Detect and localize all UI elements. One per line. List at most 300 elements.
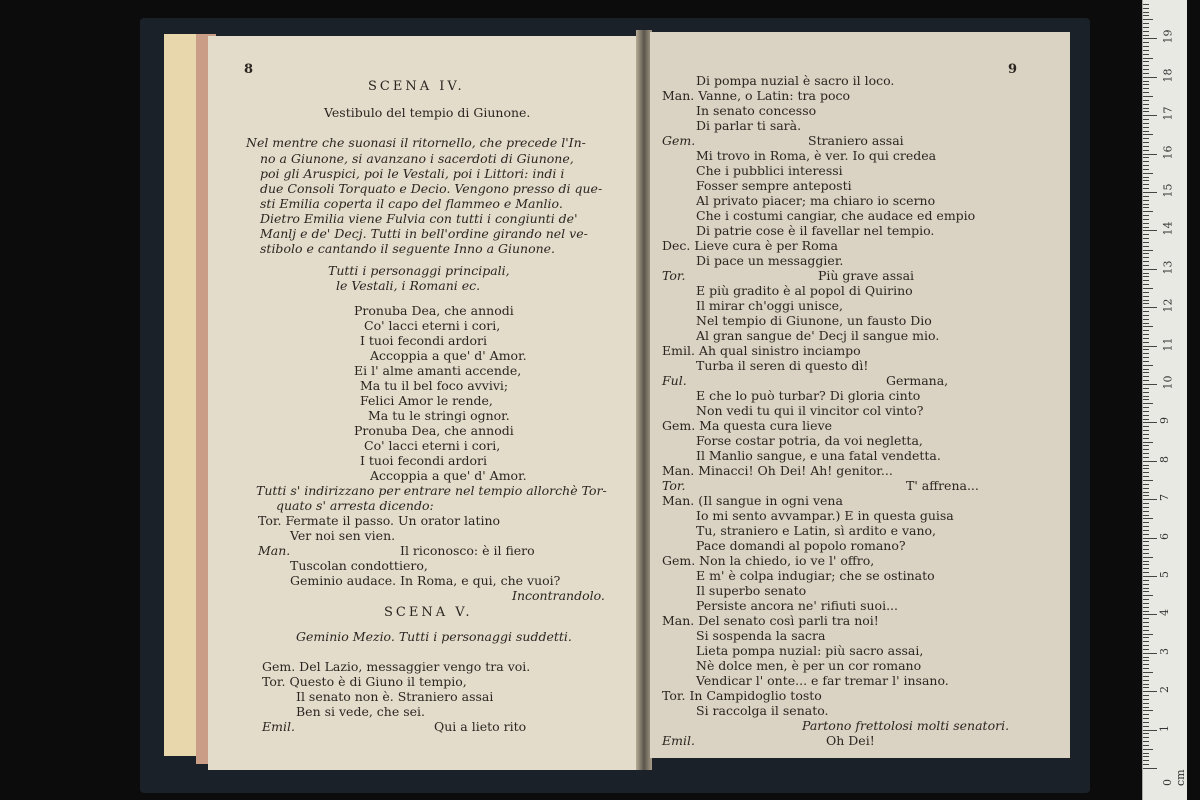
ruler-tick bbox=[1143, 572, 1149, 573]
ruler-label: 15 bbox=[1161, 183, 1175, 198]
ruler-tick bbox=[1143, 303, 1149, 304]
text-line: Straniero assai bbox=[808, 133, 904, 148]
ruler-tick bbox=[1143, 173, 1153, 174]
ruler-tick bbox=[1143, 204, 1149, 205]
ruler-tick bbox=[1143, 150, 1149, 151]
ruler-tick bbox=[1143, 69, 1149, 70]
ruler-label: 7 bbox=[1158, 494, 1171, 502]
ruler-tick bbox=[1143, 534, 1149, 535]
ruler-tick bbox=[1143, 564, 1149, 565]
text-line: Pace domandi al popolo romano? bbox=[696, 538, 906, 553]
ruler-tick bbox=[1143, 618, 1149, 619]
text-line: quato s' arresta dicendo: bbox=[276, 498, 434, 513]
ruler-label: 5 bbox=[1158, 571, 1171, 578]
text-line: Ben si vede, che sei. bbox=[296, 704, 426, 719]
ruler-tick bbox=[1143, 61, 1149, 62]
ruler-tick bbox=[1143, 568, 1149, 569]
text-line: Incontrandolo. bbox=[512, 588, 605, 603]
ruler-tick bbox=[1143, 710, 1153, 711]
ruler-tick bbox=[1143, 253, 1149, 254]
text-line: Si sospenda la sacra bbox=[696, 628, 826, 643]
text-line: le Vestali, i Romani ec. bbox=[336, 278, 481, 293]
text-line: Ma tu il bel foco avvivi; bbox=[360, 378, 509, 393]
text-line: Di pompa nuzial è sacro il loco. bbox=[696, 73, 895, 88]
ruler-tick bbox=[1143, 484, 1149, 485]
ruler-label: 2 bbox=[1158, 686, 1171, 694]
ruler-tick bbox=[1143, 760, 1149, 761]
ruler-tick bbox=[1143, 234, 1149, 235]
text-line: Tuscolan condottiero, bbox=[290, 558, 428, 573]
ruler-tick bbox=[1143, 12, 1149, 13]
ruler-tick bbox=[1143, 131, 1149, 132]
text-line: Il superbo senato bbox=[696, 583, 807, 598]
text-line: Co' lacci eterni i cori, bbox=[364, 438, 501, 453]
text-line: Che i costumi cangiar, che audace ed empio bbox=[696, 208, 976, 223]
ruler-tick bbox=[1143, 434, 1149, 435]
text-line: Il mirar ch'oggi unisce, bbox=[696, 298, 844, 313]
ruler-tick bbox=[1143, 276, 1149, 277]
ruler-tick bbox=[1143, 768, 1157, 769]
ruler-tick bbox=[1143, 292, 1149, 293]
ruler-tick bbox=[1143, 687, 1149, 688]
text-line: Qui a lieto rito bbox=[434, 719, 527, 734]
text-line: Gem. Del Lazio, messaggier vengo tra voi. bbox=[262, 659, 531, 674]
ruler-tick bbox=[1143, 672, 1153, 673]
text-line: Man. Vanne, o Latin: tra poco bbox=[662, 88, 851, 103]
ruler-tick bbox=[1143, 756, 1149, 757]
text-line: Nel mentre che suonasi il ritornello, che precede l'In- bbox=[246, 135, 586, 150]
ruler-tick bbox=[1143, 111, 1149, 112]
ruler-tick bbox=[1143, 369, 1149, 370]
ruler-tick bbox=[1143, 634, 1153, 635]
ruler-tick bbox=[1143, 219, 1149, 220]
ruler-tick bbox=[1143, 461, 1157, 462]
text-line: Ma tu le stringi ognor. bbox=[368, 408, 510, 423]
ruler-tick bbox=[1143, 384, 1157, 385]
ruler-tick bbox=[1143, 588, 1149, 589]
ruler-tick bbox=[1143, 169, 1149, 170]
ruler-tick bbox=[1143, 365, 1153, 366]
ruler-tick bbox=[1143, 499, 1157, 500]
ruler-tick bbox=[1143, 138, 1149, 139]
ruler-tick bbox=[1143, 591, 1149, 592]
ruler-tick bbox=[1143, 19, 1153, 20]
ruler-tick bbox=[1143, 330, 1149, 331]
ruler-tick bbox=[1143, 4, 1149, 5]
ruler-tick bbox=[1143, 545, 1149, 546]
ruler-tick bbox=[1143, 238, 1149, 239]
text-line: SCENA V. bbox=[384, 605, 473, 620]
text-line: Di pace un messaggier. bbox=[696, 253, 844, 268]
ruler-tick bbox=[1143, 96, 1153, 97]
ruler-tick bbox=[1143, 319, 1149, 320]
page-number: 9 bbox=[1008, 62, 1018, 77]
ruler-tick bbox=[1143, 257, 1149, 258]
ruler-tick bbox=[1143, 515, 1149, 516]
ruler-tick bbox=[1143, 200, 1149, 201]
ruler-tick bbox=[1143, 73, 1149, 74]
text-line: Io mi sento avvampar.) E in questa guisa bbox=[696, 508, 954, 523]
ruler-tick bbox=[1143, 476, 1149, 477]
ruler-tick bbox=[1143, 488, 1149, 489]
text-line: Gem. Non la chiedo, io ve l' offro, bbox=[662, 553, 875, 568]
ruler-tick bbox=[1143, 346, 1157, 347]
ruler-label: 14 bbox=[1161, 221, 1175, 236]
ruler-tick bbox=[1143, 549, 1149, 550]
ruler-tick bbox=[1143, 119, 1149, 120]
ruler-tick bbox=[1143, 422, 1157, 423]
ruler-tick bbox=[1143, 718, 1149, 719]
ruler-tick bbox=[1143, 296, 1149, 297]
ruler-tick bbox=[1143, 495, 1149, 496]
text-line: poi gli Aruspici, poi le Vestali, poi i Littori: indi i bbox=[260, 166, 565, 181]
ruler-tick bbox=[1143, 388, 1149, 389]
ruler-tick bbox=[1143, 741, 1149, 742]
text-line: Di patrie cose è il favellar nel tempio. bbox=[696, 223, 935, 238]
text-line: Gem. Ma questa cura lieve bbox=[662, 418, 833, 433]
ruler-tick bbox=[1143, 288, 1153, 289]
text-line: Vestibulo del tempio di Giunone. bbox=[324, 105, 531, 120]
ruler-tick bbox=[1143, 273, 1149, 274]
text-line: Man. bbox=[258, 543, 291, 558]
ruler-tick bbox=[1143, 192, 1157, 193]
text-line: stibolo e cantando il seguente Inno a Giunone. bbox=[260, 241, 556, 256]
ruler-tick bbox=[1143, 342, 1149, 343]
ruler-label: 12 bbox=[1161, 298, 1175, 313]
ruler-label: 19 bbox=[1161, 29, 1175, 44]
ruler-tick bbox=[1143, 284, 1149, 285]
ruler-tick bbox=[1143, 396, 1149, 397]
text-line: sti Emilia coperta il capo del flammeo e Manlio. bbox=[260, 196, 563, 211]
ruler-tick bbox=[1143, 8, 1149, 9]
ruler-tick bbox=[1143, 157, 1149, 158]
ruler-tick bbox=[1143, 503, 1149, 504]
ruler-tick bbox=[1143, 614, 1157, 615]
ruler-tick bbox=[1143, 338, 1149, 339]
text-line: Non vedi tu qui il vincitor col vinto? bbox=[696, 403, 924, 418]
ruler-tick bbox=[1143, 419, 1149, 420]
ruler-tick bbox=[1143, 146, 1149, 147]
ruler-tick bbox=[1143, 691, 1157, 692]
ruler-tick bbox=[1143, 465, 1149, 466]
ruler-tick bbox=[1143, 261, 1149, 262]
ruler-tick bbox=[1143, 684, 1149, 685]
ruler-tick bbox=[1143, 576, 1157, 577]
ruler-tick bbox=[1143, 269, 1157, 270]
ruler-tick bbox=[1143, 584, 1149, 585]
text-line: In senato concesso bbox=[696, 103, 817, 118]
ruler-tick bbox=[1143, 660, 1149, 661]
text-line: Man. (Il sangue in ogni vena bbox=[662, 493, 843, 508]
ruler-tick bbox=[1143, 315, 1149, 316]
ruler-label: 13 bbox=[1161, 260, 1175, 275]
ruler-tick bbox=[1143, 511, 1149, 512]
ruler-tick bbox=[1143, 399, 1149, 400]
ruler-tick bbox=[1143, 595, 1153, 596]
ruler-tick bbox=[1143, 127, 1149, 128]
ruler-tick bbox=[1143, 108, 1149, 109]
ruler-tick bbox=[1143, 522, 1149, 523]
text-line: I tuoi fecondi ardori bbox=[360, 453, 487, 468]
text-line: Co' lacci eterni i cori, bbox=[364, 318, 501, 333]
ruler-tick bbox=[1143, 411, 1149, 412]
ruler-tick bbox=[1143, 445, 1149, 446]
ruler-tick bbox=[1143, 353, 1149, 354]
ruler-tick bbox=[1143, 250, 1153, 251]
text-line: no a Giunone, si avanzano i sacerdoti di Giunone, bbox=[260, 151, 574, 166]
ruler-tick bbox=[1143, 753, 1149, 754]
text-line: Nè dolce men, è per un cor romano bbox=[696, 658, 922, 673]
ruler-tick bbox=[1143, 438, 1149, 439]
ruler-tick bbox=[1143, 507, 1149, 508]
ruler-tick bbox=[1143, 442, 1153, 443]
ruler-tick bbox=[1143, 84, 1149, 85]
text-line: Al gran sangue de' Decj il sangue mio. bbox=[696, 328, 940, 343]
text-line: Tutti i personaggi principali, bbox=[328, 263, 510, 278]
text-line: Lieta pompa nuzial: più sacro assai, bbox=[696, 643, 924, 658]
ruler-tick bbox=[1143, 223, 1149, 224]
ruler-tick bbox=[1143, 749, 1153, 750]
ruler-tick bbox=[1143, 142, 1149, 143]
ruler-tick bbox=[1143, 745, 1149, 746]
ruler-tick bbox=[1143, 215, 1149, 216]
ruler-tick bbox=[1143, 526, 1149, 527]
ruler-tick bbox=[1143, 326, 1153, 327]
ruler-tick bbox=[1143, 645, 1149, 646]
ruler-tick bbox=[1143, 557, 1153, 558]
ruler-tick bbox=[1143, 622, 1149, 623]
ruler-tick bbox=[1143, 100, 1149, 101]
ruler-label: 0 cm bbox=[1161, 769, 1187, 786]
ruler-tick bbox=[1143, 641, 1149, 642]
text-line: Persiste ancora ne' rifiuti suoi... bbox=[696, 598, 898, 613]
ruler-label: 9 bbox=[1158, 417, 1171, 425]
ruler-tick bbox=[1143, 407, 1149, 408]
text-line: Geminio audace. In Roma, e qui, che vuoi? bbox=[290, 573, 561, 588]
ruler-tick bbox=[1143, 54, 1149, 55]
ruler-tick bbox=[1143, 430, 1149, 431]
ruler-tick bbox=[1143, 300, 1149, 301]
text-line: Gem. bbox=[662, 133, 696, 148]
ruler-tick bbox=[1143, 349, 1149, 350]
text-line: Vendicar l' onte... e far tremar l' insano. bbox=[696, 673, 949, 688]
ruler-tick bbox=[1143, 453, 1149, 454]
ruler-tick bbox=[1143, 630, 1149, 631]
text-line: Che i pubblici interessi bbox=[696, 163, 843, 178]
ruler-tick bbox=[1143, 180, 1149, 181]
text-line: Geminio Mezio. Tutti i personaggi suddetti. bbox=[296, 629, 572, 644]
ruler-tick bbox=[1143, 403, 1153, 404]
text-line: Tor. In Campidoglio tosto bbox=[662, 688, 822, 703]
ruler-tick bbox=[1143, 81, 1149, 82]
ruler-tick bbox=[1143, 707, 1149, 708]
ruler-tick bbox=[1143, 603, 1149, 604]
ruler-tick bbox=[1143, 46, 1149, 47]
text-line: Germana, bbox=[886, 373, 949, 388]
ruler-tick bbox=[1143, 649, 1149, 650]
ruler-tick bbox=[1143, 211, 1153, 212]
ruler-tick bbox=[1143, 733, 1149, 734]
text-line: Pronuba Dea, che annodi bbox=[354, 303, 514, 318]
ruler-tick bbox=[1143, 376, 1149, 377]
ruler-tick bbox=[1143, 664, 1149, 665]
ruler-tick bbox=[1143, 480, 1153, 481]
ruler-tick bbox=[1143, 538, 1157, 539]
measuring-ruler bbox=[1142, 0, 1187, 800]
ruler-label: 1 bbox=[1158, 724, 1171, 732]
text-line: due Consoli Torquato e Decio. Vengono presso di que- bbox=[260, 181, 603, 196]
ruler-tick bbox=[1143, 449, 1149, 450]
ruler-label: 11 bbox=[1161, 337, 1175, 352]
ruler-tick bbox=[1143, 188, 1149, 189]
ruler-tick bbox=[1143, 27, 1149, 28]
ruler-tick bbox=[1143, 699, 1149, 700]
ruler-tick bbox=[1143, 42, 1149, 43]
ruler-tick bbox=[1143, 23, 1149, 24]
ruler-tick bbox=[1143, 472, 1149, 473]
ruler-tick bbox=[1143, 726, 1149, 727]
text-line: Pronuba Dea, che annodi bbox=[354, 423, 514, 438]
ruler-tick bbox=[1143, 553, 1149, 554]
text-line: Man. Del senato così parli tra noi! bbox=[662, 613, 879, 628]
ruler-label: 6 bbox=[1158, 532, 1171, 540]
ruler-tick bbox=[1143, 242, 1149, 243]
ruler-tick bbox=[1143, 730, 1157, 731]
ruler-tick bbox=[1143, 77, 1157, 78]
ruler-tick bbox=[1143, 15, 1149, 16]
ruler-tick bbox=[1143, 637, 1149, 638]
ruler-tick bbox=[1143, 415, 1149, 416]
ruler-tick bbox=[1143, 38, 1157, 39]
ruler-tick bbox=[1143, 115, 1157, 116]
ruler-tick bbox=[1143, 372, 1149, 373]
ruler-tick bbox=[1143, 457, 1149, 458]
text-line: Dietro Emilia viene Fulvia con tutti i congiunti de' bbox=[260, 211, 578, 226]
text-line: Emil. Ah qual sinistro inciampo bbox=[662, 343, 861, 358]
left-page bbox=[208, 36, 640, 770]
text-line: Nel tempio di Giunone, un fausto Dio bbox=[696, 313, 932, 328]
ruler-tick bbox=[1143, 123, 1149, 124]
ruler-tick bbox=[1143, 184, 1149, 185]
ruler-tick bbox=[1143, 668, 1149, 669]
text-line: Ful. bbox=[662, 373, 687, 388]
text-line: Tu, straniero e Latin, sì ardito e vano, bbox=[696, 523, 937, 538]
ruler-tick bbox=[1143, 65, 1149, 66]
text-line: Tutti s' indirizzano per entrare nel tempio allorchè Tor- bbox=[256, 483, 607, 498]
ruler-tick bbox=[1143, 311, 1149, 312]
ruler-tick bbox=[1143, 607, 1149, 608]
text-line: E che lo può turbar? Di gloria cinto bbox=[696, 388, 921, 403]
ruler-tick bbox=[1143, 92, 1149, 93]
ruler-tick bbox=[1143, 88, 1149, 89]
ruler-label: 17 bbox=[1161, 106, 1175, 121]
text-line: Turba il seren di questo dì! bbox=[696, 358, 869, 373]
ruler-tick bbox=[1143, 334, 1149, 335]
ruler-tick bbox=[1143, 680, 1149, 681]
ruler-tick bbox=[1143, 50, 1149, 51]
ruler-tick bbox=[1143, 177, 1149, 178]
ruler-tick bbox=[1143, 35, 1149, 36]
text-line: Il riconosco: è il fiero bbox=[400, 543, 535, 558]
ruler-tick bbox=[1143, 737, 1149, 738]
ruler-tick bbox=[1143, 134, 1153, 135]
text-line: E più gradito è al popol di Quirino bbox=[696, 283, 913, 298]
ruler-tick bbox=[1143, 695, 1149, 696]
right-page bbox=[650, 32, 1070, 758]
text-line: Tor. Questo è di Giuno il tempio, bbox=[262, 674, 467, 689]
ruler-tick bbox=[1143, 357, 1149, 358]
text-line: E m' è colpa indugiar; che se ostinato bbox=[696, 568, 935, 583]
ruler-tick bbox=[1143, 323, 1149, 324]
ruler-tick bbox=[1143, 714, 1149, 715]
text-line: Il Manlio sangue, e una fatal vendetta. bbox=[696, 448, 941, 463]
ruler-tick bbox=[1143, 31, 1149, 32]
text-line: Si raccolga il senato. bbox=[696, 703, 829, 718]
ruler-label: 4 bbox=[1158, 609, 1171, 617]
ruler-label: 3 bbox=[1158, 647, 1171, 655]
ruler-label: 18 bbox=[1161, 68, 1175, 83]
text-line: Manlj e de' Decj. Tutti in bell'ordine girando nel ve- bbox=[260, 226, 588, 241]
ruler-tick bbox=[1143, 653, 1157, 654]
ruler-tick bbox=[1143, 361, 1149, 362]
ruler-tick bbox=[1143, 426, 1149, 427]
ruler-tick bbox=[1143, 246, 1149, 247]
ruler-tick bbox=[1143, 468, 1149, 469]
text-line: Partono frettolosi molti senatori. bbox=[802, 718, 1010, 733]
text-line: Ver noi sen vien. bbox=[290, 528, 396, 543]
ruler-tick bbox=[1143, 165, 1149, 166]
ruler-label: 10 bbox=[1161, 375, 1175, 390]
ruler-tick bbox=[1143, 392, 1149, 393]
ruler-tick bbox=[1143, 230, 1157, 231]
text-line: T' affrena... bbox=[906, 478, 979, 493]
ruler-tick bbox=[1143, 676, 1149, 677]
text-line: Il senato non è. Straniero assai bbox=[296, 689, 494, 704]
ruler-tick bbox=[1143, 722, 1149, 723]
text-line: Ei l' alme amanti accende, bbox=[354, 363, 522, 378]
text-line: Tor. Fermate il passo. Un orator latino bbox=[258, 513, 501, 528]
ruler-tick bbox=[1143, 307, 1157, 308]
ruler-tick bbox=[1143, 561, 1149, 562]
text-line: Al privato piacer; ma chiaro io scerno bbox=[696, 193, 936, 208]
ruler-tick bbox=[1143, 265, 1149, 266]
text-line: Più grave assai bbox=[818, 268, 915, 283]
ruler-tick bbox=[1143, 764, 1149, 765]
text-line: Fosser sempre anteposti bbox=[696, 178, 852, 193]
ruler-label: 8 bbox=[1158, 455, 1171, 463]
text-line: Tor. bbox=[662, 478, 686, 493]
text-line: Emil. bbox=[262, 719, 295, 734]
text-line: Forse costar potria, da voi negletta, bbox=[696, 433, 923, 448]
ruler-label: 16 bbox=[1161, 145, 1175, 160]
text-line: Accoppia a que' d' Amor. bbox=[370, 468, 527, 483]
ruler-tick bbox=[1143, 196, 1149, 197]
text-line: Dec. Lieve cura è per Roma bbox=[662, 238, 838, 253]
text-line: Di parlar ti sarà. bbox=[696, 118, 802, 133]
text-line: Emil. bbox=[662, 733, 695, 748]
ruler-tick bbox=[1143, 611, 1149, 612]
ruler-tick bbox=[1143, 104, 1149, 105]
text-line: Felici Amor le rende, bbox=[360, 393, 493, 408]
ruler-tick bbox=[1143, 58, 1153, 59]
text-line: Man. Minacci! Oh Dei! Ah! genitor... bbox=[662, 463, 893, 478]
ruler-tick bbox=[1143, 154, 1157, 155]
ruler-tick bbox=[1143, 207, 1149, 208]
ruler-tick bbox=[1143, 280, 1149, 281]
page-number: 8 bbox=[244, 62, 254, 77]
text-line: Mi trovo in Roma, è ver. Io qui credea bbox=[696, 148, 937, 163]
ruler-tick bbox=[1143, 161, 1149, 162]
